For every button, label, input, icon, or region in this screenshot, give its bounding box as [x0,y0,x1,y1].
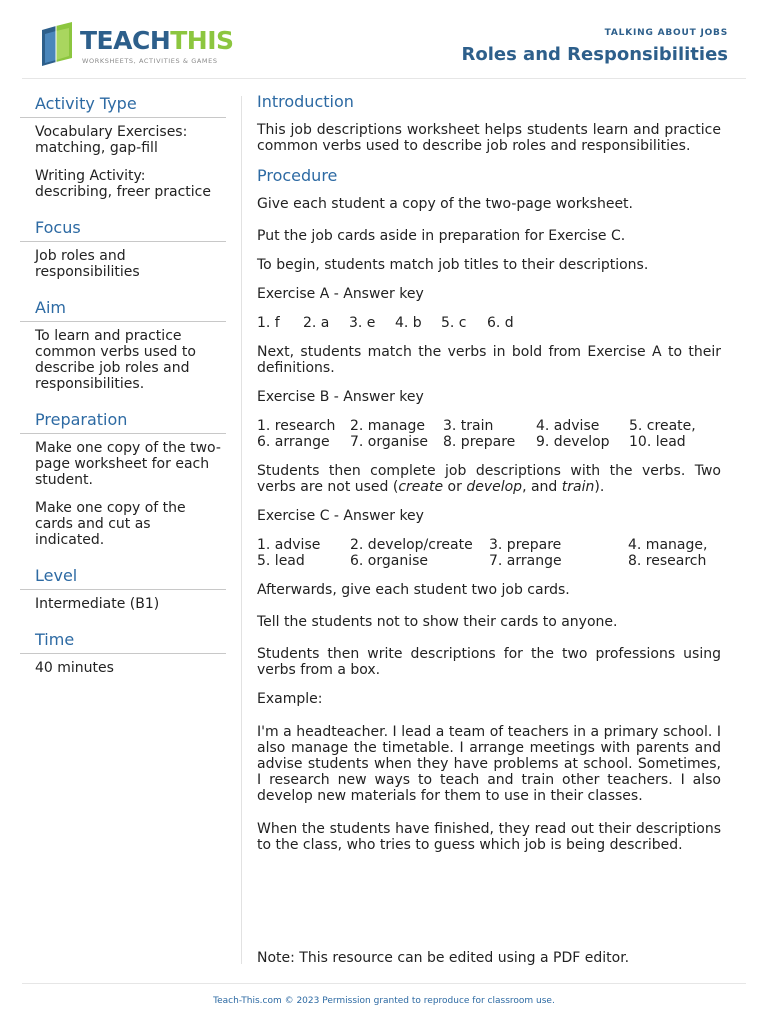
answer-item: 2. a [303,315,330,331]
activity-type-text: Writing Activity: describing, freer practice [35,168,211,200]
logo-tagline: WORKSHEETS, ACTIVITIES & GAMES [82,57,218,65]
answer-item: 3. train [443,418,494,434]
procedure-step: Give each student a copy of the two-page worksheet. [257,196,633,212]
italic-word: create [398,479,444,495]
procedure-step: Put the job cards aside in preparation for Exercise C. [257,228,626,244]
main-content [257,94,721,853]
focus-section [20,218,226,280]
text-run: or [443,479,467,495]
answer-item: 4. b [395,315,422,331]
answer-item: 2. develop/create [350,537,473,553]
answer-item: 4. manage, [628,537,708,553]
answer-item: 7. arrange [489,553,562,569]
exercise-b-label: Exercise B - Answer key [257,389,424,405]
logo-word-teach: TEACH [80,26,171,55]
teach-this-logo [36,22,236,70]
answer-item: 6. arrange [257,434,330,450]
aim-text: To learn and practice common verbs used to describe job roles and responsibilities. [35,328,196,392]
answer-item: 1. research [257,418,336,434]
italic-word: develop [466,479,523,495]
answer-item: 2. manage [350,418,425,434]
exercise-a-answer-key [257,315,721,331]
activity-type-section [20,94,226,200]
exercise-a-label: Exercise A - Answer key [257,286,424,302]
exercise-c-answer-key [257,537,721,569]
level-section [20,566,226,612]
time-heading: Time [20,630,226,654]
sidebar [20,94,226,694]
focus-heading: Focus [20,218,226,242]
answer-item: 10. lead [629,434,686,450]
preparation-section [20,410,226,548]
exercise-b-answer-key [257,418,721,450]
procedure-step: Tell the students not to show their cards to anyone. [257,614,618,630]
aim-section [20,298,226,392]
answer-item: 8. prepare [443,434,516,450]
introduction-heading: Introduction [257,92,354,111]
procedure-heading: Procedure [257,166,338,185]
footer-divider [22,983,746,984]
introduction-text: This job descriptions worksheet helps students learn and practice common verbs used to describe job roles and responsibilities. [257,122,721,154]
aim-heading: Aim [20,298,226,322]
preparation-text: Make one copy of the cards and cut as indicated. [35,500,186,548]
activity-type-heading: Activity Type [20,94,226,118]
header-kicker: TALKING ABOUT JOBS [604,28,728,38]
answer-item: 5. create, [629,418,696,434]
procedure-step: When the students have finished, they read out their descriptions to the class, who tries to guess which job is being described. [257,821,721,853]
answer-item: 6. organise [350,553,429,569]
answer-item: 3. e [349,315,376,331]
italic-word: train [561,479,595,495]
answer-item: 6. d [487,315,514,331]
example-label: Example: [257,691,323,707]
answer-item: 4. advise [536,418,600,434]
answer-item: 7. organise [350,434,429,450]
text-run: , and [522,479,562,495]
footer-copyright: Teach-This.com © 2023 Permission granted to reproduce for classroom use. [213,996,555,1006]
answer-item: 1. advise [257,537,321,553]
time-text: 40 minutes [35,660,114,676]
editing-note: Note: This resource can be edited using a PDF editor. [257,950,630,966]
answer-item: 9. develop [536,434,610,450]
activity-type-text: Vocabulary Exercises: matching, gap-fill [35,124,188,156]
preparation-text: Make one copy of the two-page worksheet for each student. [35,440,221,488]
procedure-step: Afterwards, give each student two job cards. [257,582,570,598]
book-logo-icon [36,22,76,68]
example-text: I'm a headteacher. I lead a team of teachers in a primary school. I also manage the timetable. I arrange meetings with parents and advise students when they have problems at school. Sometimes, I research new ways to teach and train other teachers. I also develop new materials for them to use in their classes. [257,724,721,804]
level-heading: Level [20,566,226,590]
page-title: Roles and Responsibilities [461,44,728,65]
procedure-step: Students then write descriptions for the two professions using verbs from a box. [257,646,721,678]
time-section [20,630,226,676]
answer-item: 8. research [628,553,707,569]
focus-text: Job roles and responsibilities [35,248,140,280]
answer-item: 5. lead [257,553,305,569]
level-text: Intermediate (B1) [35,596,160,612]
page-header [22,0,746,79]
column-divider [241,96,242,964]
text-run: Students then complete job descriptions with the verbs. Two verbs are not used ( [257,463,721,495]
answer-item: 1. f [257,315,280,331]
logo-wordmark [80,26,234,55]
procedure-step: To begin, students match job titles to their descriptions. [257,257,649,273]
answer-item: 3. prepare [489,537,562,553]
text-run: ). [594,479,605,495]
procedure-step [257,463,721,495]
procedure-step: Next, students match the verbs in bold from Exercise A to their definitions. [257,344,721,376]
logo-word-this: THIS [170,26,234,55]
preparation-heading: Preparation [20,410,226,434]
exercise-c-label: Exercise C - Answer key [257,508,424,524]
answer-item: 5. c [441,315,467,331]
